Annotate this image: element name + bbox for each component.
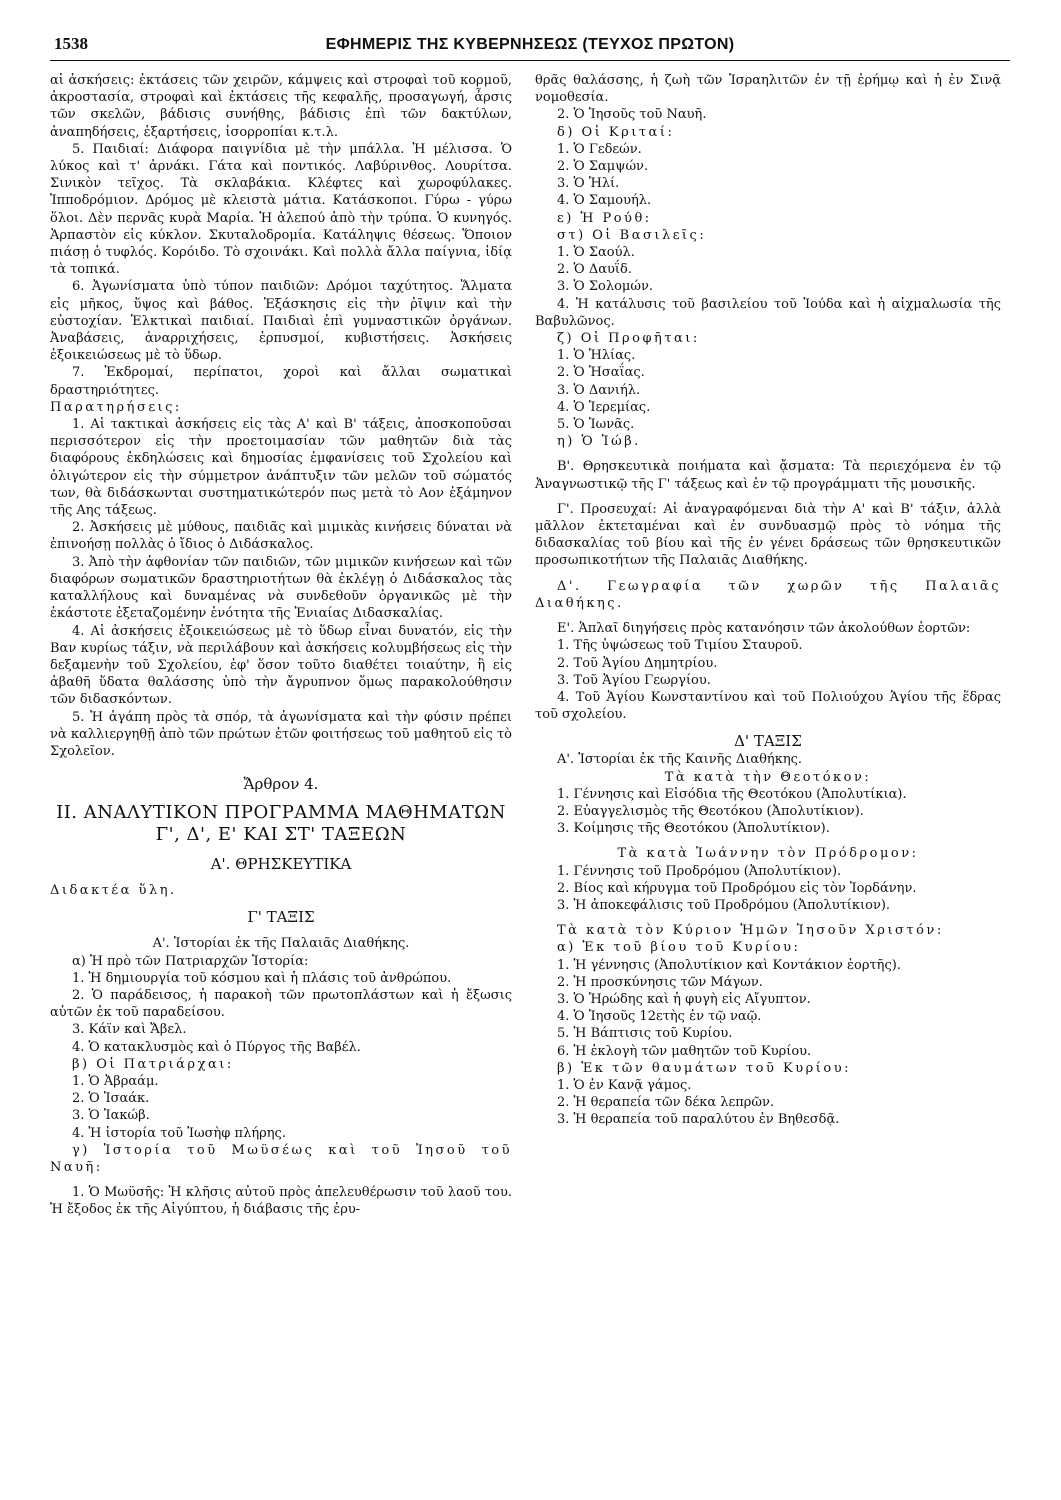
class-heading: Γ' ΤΑΞΙΣ (247, 908, 315, 927)
list-item: 3. Ὁ Ἠλί. (557, 176, 620, 192)
section-heading: γ) Ἱστορία τοῦ Μωϋσέως καὶ τοῦ Ἰησοῦ τοῦ Ναυῆ: (50, 1142, 512, 1175)
list-item: 1. Ἡ δημιουργία τοῦ κόσμου καὶ ἡ πλάσις τοῦ ἀνθρώπου. (72, 970, 452, 986)
list-item: 3. Τοῦ Ἁγίου Γεωργίου. (557, 672, 711, 688)
list-item: 5. Ὁ Ἰωνᾶς. (557, 417, 635, 433)
list-item: 2. Ὁ Ἰησοῦς τοῦ Ναυῆ. (557, 107, 707, 123)
list-item: 1. Ὁ Ἠλίας. (557, 348, 636, 364)
section-heading: Α'. Ἱστορίαι ἐκ τῆς Καινῆς Διαθήκης. (557, 752, 803, 768)
list-item: 1. Γέννησις τοῦ Προδρόμου (Ἀπολυτίκιον). (557, 863, 842, 879)
list-item: 3. Κάϊν καὶ Ἄβελ. (72, 1022, 187, 1038)
paragraph: Β'. Θρησκευτικὰ ποιήματα καὶ ᾄσματα: Τὰ περιεχόμενα ἐν τῷ Ἀναγνωστικῷ τῆς Γ' τάξεως καὶ ἐν τῷ προγράμματι τῆς μουσικῆς. (535, 459, 1001, 492)
paragraph: 2. Ἀσκήσεις μὲ μύθους, παιδιᾶς καὶ μιμικὰς κινήσεις δύναται νὰ ἐπινοήσῃ πολλὰς ὁ ἴδιος ὁ Διδάσκαλος. (50, 520, 512, 553)
section-heading: δ) Οἱ Κριταί: (557, 124, 675, 140)
list-item: 3. Ἡ θεραπεία τοῦ παραλύτου ἐν Βηθεσδᾷ. (557, 1112, 840, 1128)
section-heading: ζ) Οἱ Προφῆται: (557, 331, 700, 347)
paragraph: 5. Ἡ ἀγάπη πρὸς τὰ σπόρ, τὰ ἀγωνίσματα καὶ τὴν φύσιν πρέπει νὰ καλλιεργηθῇ ἀπὸ τῶν πρώτων ἐτῶν φοιτήσεως τοῦ μαθητοῦ εἰς τὸ Σχολεῖον. (50, 709, 512, 759)
list-item: 1. Ὁ Σαούλ. (557, 245, 635, 261)
list-item: 3. Κοίμησις τῆς Θεοτόκου (Ἀπολυτίκιον). (557, 821, 830, 837)
section-heading: Τὰ κατὰ Ἰωάννην τὸν Πρόδρομον: (617, 846, 919, 862)
section-heading: στ) Οἱ Βασιλεῖς: (557, 227, 707, 243)
list-item: 3. Ὁ Σολομών. (557, 279, 654, 295)
list-item: 3. Ὁ Δανιήλ. (557, 382, 641, 398)
paragraph: Γ'. Προσευχαί: Αἱ ἀναγραφόμεναι διὰ τὴν Α' καὶ Β' τάξιν, ἀλλὰ μᾶλλον ἐκτεταμέναι καὶ ἐν συνδυασμῷ πρὸς τὸ νόημα τῆς διδασκαλίας τοῦ βίου καὶ τῆς ἐν γένει δράσεως τῶν θρησκευτικῶν προσωπικοτήτων τῆς Παλαιᾶς Διαθήκης. (535, 501, 1001, 569)
page-number: 1538 (54, 34, 88, 53)
list-item: 4. Ὁ κατακλυσμὸς καὶ ὁ Πύργος τῆς Βαβέλ. (72, 1039, 361, 1055)
main-title: ΙΙ. ΑΝΑΛΥΤΙΚΟΝ ΠΡΟΓΡΑΜΜΑ ΜΑΘΗΜΑΤΩΝ (56, 802, 506, 824)
section-heading: Τὰ κατὰ τὸν Κύριον Ἡμῶν Ἰησοῦν Χριστόν: (557, 923, 944, 939)
list-item: 1. Τῆς ὑψώσεως τοῦ Τιμίου Σταυροῦ. (557, 638, 803, 654)
paragraph: 1. Αἱ τακτικαὶ ἀσκήσεις εἰς τὰς Α' καὶ Β' τάξεις, ἀποσκοποῦσαι περισσότερον εἰς τὴν προετοιμασίαν τῶν μαθητῶν διὰ τὰς διαφόρους ἐκδηλώσεις καὶ δημοσίας ἐμφανίσεις τοῦ Σχολείου καὶ ὀλιγώτερον εἰς τὴν σύμμετρον ἀνάπτυξιν τῶν μελῶν τοῦ σώματός των, θὰ διδάσκωνται συστηματικώτερόν πως μετὰ τὸ Αον ἑξάμηνον τῆς Αης τάξεως. (50, 417, 512, 519)
list-item: 4. Τοῦ Ἁγίου Κωνσταντίνου καὶ τοῦ Πολιούχου Ἁγίου τῆς ἕδρας τοῦ σχολείου. (535, 689, 1001, 723)
paragraph: 4. Αἱ ἀσκήσεις ἐξοικειώσεως μὲ τὸ ὕδωρ εἶναι δυνατόν, εἰς τὴν Βαν κυρίως τάξιν, νὰ περιλάβουν καὶ ἀσκήσεις κολυμβήσεως εἰς τὴν δεξαμενὴν τοῦ Σχολείου, ἐφ' ὅσον τοῦτο διαθέτει τοιαύτην, ἢ εἰς ἀβαθῆ ὕδατα θαλάσσης ὑπὸ τὴν ἄγρυπνον ὅμως παρακολούθησιν τῶν διδασκόντων. (50, 623, 512, 708)
list-item: 2. Ὁ Σαμψών. (557, 159, 649, 175)
section-heading: α) Ἐκ τοῦ βίου τοῦ Κυρίου: (557, 940, 801, 956)
list-item: 2. Τοῦ Ἁγίου Δημητρίου. (557, 655, 718, 671)
main-subtitle: Γ', Δ', Ε' ΚΑΙ ΣΤ' ΤΑΞΕΩΝ (155, 824, 407, 846)
page-header (50, 30, 1010, 61)
list-item: 1. Γέννησις καὶ Εἰσόδια τῆς Θεοτόκου (Ἀπολυτίκια). (557, 786, 907, 802)
list-item: 5. Ἡ Βάπτισις τοῦ Κυρίου. (557, 1026, 733, 1042)
section-heading: β) Οἱ Πατριάρχαι: (72, 1056, 234, 1072)
list-item: 2. Ὁ Ἠσαΐας. (557, 365, 645, 381)
list-item: 2. Βίος καὶ κήρυγμα τοῦ Προδρόμου εἰς τὸν Ἰορδάνην. (557, 880, 917, 896)
subject-heading: Α'. ΘΡΗΣΚΕΥΤΙΚΑ (210, 855, 352, 874)
class-heading: Δ' ΤΑΞΙΣ (734, 732, 802, 751)
list-item: 3. Ὁ Ἰακώβ. (72, 1108, 150, 1124)
paragraph: 7. Ἐκδρομαί, περίπατοι, χοροὶ καὶ ἄλλαι σωματικαὶ δραστηριότητες. (50, 365, 512, 398)
list-item: 4. Ὁ Ἱερεμίας. (557, 399, 651, 415)
list-item: 2. Ὁ Ἰσαάκ. (72, 1091, 150, 1107)
article-heading: Ἄρθρον 4. (243, 775, 319, 794)
paragraph: 3. Ἀπὸ τὴν ἀφθονίαν τῶν παιδιῶν, τῶν μιμικῶν κινήσεων καὶ τῶν διαφόρων σωματικῶν δραστηριοτήτων θὰ ἐκλέγῃ ὁ Διδάσκαλος τὰς καταλλήλους καὶ δυναμένας νὰ συνδεθοῦν ὀργανικῶς μὲ τὴν ἑκάστοτε ἐξεταζομένην ἑνότητα τῆς Ἑνιαίας Διδασκαλίας. (50, 554, 512, 622)
paragraph: Ε'. Ἁπλαῖ διηγήσεις πρὸς κατανόησιν τῶν ἀκολούθων ἑορτῶν: (557, 621, 971, 637)
section-heading: α) Ἡ πρὸ τῶν Πατριαρχῶν Ἱστορία: (72, 953, 309, 969)
section-heading: Τὰ κατὰ τὴν Θεοτόκον: (664, 769, 872, 785)
section-heading: Διδακτέα ὕλη. (50, 883, 177, 899)
paragraph: 6. Ἀγωνίσματα ὑπὸ τύπον παιδιῶν: Δρόμοι ταχύτητος. Ἅλματα εἰς μῆκος, ὕψος καὶ βάθος. Ἐξάσκησις εἰς τὴν ῥῖψιν καὶ τὴν εὐστοχίαν. Ἑλκτικαὶ παιδιαί. Παιδιαὶ ἐπὶ γυμναστικῶν ὀργάνων. Ἀναβάσεις, ἀναρριχήσεις, ἑρπυσμοί, κυβιστήσεις. Ἀσκήσεις ἐξοικειώσεως μὲ τὸ ὕδωρ. (50, 279, 512, 364)
paragraph: αἱ ἀσκήσεις: ἐκτάσεις τῶν χειρῶν, κάμψεις καὶ στροφαὶ τοῦ κορμοῦ, ἀκροστασία, στροφαὶ καὶ ἐκτάσεις τῆς κεφαλῆς, προσαγωγή, ἆρσις τῶν σκελῶν, βάδισις συνήθης, βάδισις ἐπὶ τῶν δακτύλων, ἀναπηδήσεις, ἐξαρτήσεις, ἰσορροπίαι κ.τ.λ. (50, 73, 512, 140)
right-column (535, 72, 1001, 1129)
section-heading: η) Ὁ Ἰώβ. (557, 434, 641, 450)
section-heading: β) Ἐκ τῶν θαυμάτων τοῦ Κυρίου: (557, 1060, 851, 1076)
list-item: 4. Ἡ κατάλυσις τοῦ βασιλείου τοῦ Ἰούδα καὶ ἡ αἰχμαλωσία τῆς Βαβυλῶνος. (535, 296, 1001, 329)
paragraph: 5. Παιδιαί: Διάφορα παιγνίδια μὲ τὴν μπάλλα. Ἡ μέλισσα. Ὁ λύκος καὶ τ' ἀρνάκι. Γάτα καὶ ποντικός. Λαβύρινθος. Λουρίτσα. Σινικὸν τεῖχος. Τὰ σκλαβάκια. Κλέφτες καὶ χωροφύλακες. Ἱπποδρόμιον. Δρόμος μὲ κλειστὰ μάτια. Κατάσκοποι. Γύρω - γύρω ὅλοι. Δὲν περνᾶς κυρὰ Μαρία. Ἡ ἀλεπού ἀπὸ τὴν τρύπα. Ὁ κυνηγός. Ἁρπαστὸν εἰς κύκλον. Σκυταλοδρομία. Κατάληψις θέσεως. Ὅποιον πιάσῃ ὁ τυφλός. Κορόιδο. Τὸ σχοινάκι. Καὶ πολλὰ ἄλλα παίγνια, ἰδίᾳ τὰ τοπικά. (50, 141, 512, 278)
section-heading: Παρατηρήσεις: (50, 399, 182, 415)
list-item: 2. Ἡ θεραπεία τῶν δέκα λεπρῶν. (557, 1095, 775, 1111)
list-item: 2. Ὁ παράδεισος, ἡ παρακοὴ τῶν πρωτοπλάστων καὶ ἡ ἔξωσις αὐτῶν ἐκ τοῦ παραδείσου. (50, 987, 512, 1021)
running-title: ΕΦΗΜΕΡΙΣ ΤΗΣ ΚΥΒΕΡΝΗΣΕΩΣ (ΤΕΥΧΟΣ ΠΡΩΤΟΝ) (325, 36, 735, 53)
list-item: 1. Ὁ Γεδεών. (557, 141, 642, 157)
section-heading: Α'. Ἱστορίαι ἐκ τῆς Παλαιᾶς Διαθήκης. (152, 936, 410, 952)
list-item: 2. Ἡ προσκύνησις τῶν Μάγων. (557, 974, 763, 990)
section-heading: ε) Ἡ Ρούθ: (557, 210, 652, 226)
paragraph: 1. Ὁ Μωϋσῆς: Ἡ κλῆσις αὐτοῦ πρὸς ἀπελευθέρωσιν τοῦ λαοῦ του. Ἡ ἔξοδος ἐκ τῆς Αἰγύπτου, ἡ διάβασις τῆς ἐρυ- (50, 1185, 512, 1218)
list-item: 4. Ὁ Σαμουήλ. (557, 193, 652, 209)
list-item: 4. Ἡ ἱστορία τοῦ Ἰωσὴφ πλήρης. (72, 1125, 286, 1141)
list-item: 3. Ἡ ἀποκεφάλισις τοῦ Προδρόμου (Ἀπολυτίκιον). (557, 897, 891, 913)
list-item: 1. Ἡ γέννησις (Ἀπολυτίκιον καὶ Κοντάκιον ἑορτῆς). (557, 957, 901, 973)
list-item: 6. Ἡ ἐκλογὴ τῶν μαθητῶν τοῦ Κυρίου. (557, 1043, 812, 1059)
list-item: 1. Ὁ Ἀβραάμ. (72, 1073, 159, 1089)
list-item: 3. Ὁ Ἡρώδης καὶ ἡ φυγὴ εἰς Αἴγυπτον. (557, 991, 811, 1007)
list-item: 2. Ὁ Δαυΐδ. (557, 262, 632, 278)
list-item: 1. Ὁ ἐν Κανᾷ γάμος. (557, 1077, 692, 1093)
list-item: 2. Εὐαγγελισμὸς τῆς Θεοτόκου (Ἀπολυτίκιον). (557, 803, 864, 819)
section-heading: Δ'. Γεωγραφία τῶν χωρῶν τῆς Παλαιᾶς Διαθήκης. (535, 578, 1001, 611)
left-column (50, 72, 512, 1219)
list-item: 4. Ὁ Ἰησοῦς 12ετὴς ἐν τῷ ναῷ. (557, 1009, 762, 1025)
paragraph: θρᾶς θαλάσσης, ἡ ζωὴ τῶν Ἰσραηλιτῶν ἐν τῇ ἐρήμῳ καὶ ἡ ἐν Σινᾷ νομοθεσία. (535, 73, 1001, 106)
